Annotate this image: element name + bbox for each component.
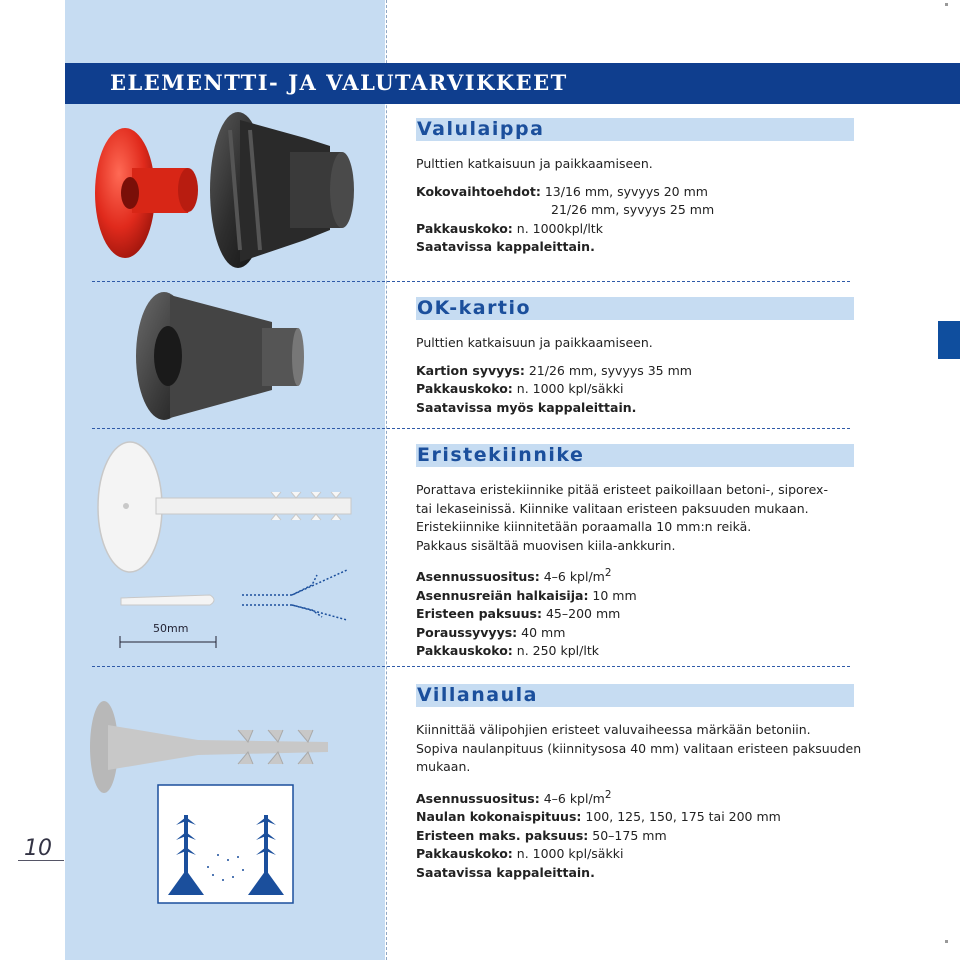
section-header	[416, 118, 854, 141]
packaging-size: Pakkauskoko: n. 1000kpl/ltk	[416, 220, 603, 236]
dimension-label: 50mm	[153, 622, 189, 635]
section-ok-kartio	[416, 297, 854, 417]
red-flange-part	[95, 128, 198, 258]
section-separator	[92, 428, 850, 429]
black-flange-part	[210, 112, 354, 268]
eristekiinnike-product-image	[96, 440, 366, 560]
column-divider	[386, 0, 387, 960]
page-number-rule	[18, 860, 64, 861]
packaging-size: Pakkauskoko: n. 1000 kpl/säkki	[416, 381, 624, 396]
description-line: Porattava eristekiinnike pitää eristeet paikoillaan betoni-, siporex-	[416, 482, 828, 497]
description-line: tai lekaseinissä. Kiinnike valitaan eristeen paksuuden mukaan.	[416, 500, 809, 516]
spec-nail-total-length: Naulan kokonaispituus: 100, 125, 150, 175 tai 200 mm	[416, 809, 781, 825]
description-line: Kiinnittää välipohjien eristeet valuvaiheessa märkään betoniin.	[416, 722, 811, 737]
availability: Saatavissa kappaleittain.	[416, 864, 595, 880]
description-line: Pakkaus sisältää muovisen kiila-ankkurin.	[416, 537, 676, 553]
section-eristekiinnike	[416, 444, 854, 661]
page-number: 10	[24, 836, 52, 861]
wedge-anchor-image	[118, 590, 218, 650]
size-options: Kokovaihtoehdot: 13/16 mm, syvyys 20 mm	[416, 183, 708, 199]
section-header	[416, 444, 854, 467]
section-villanaula	[416, 684, 862, 882]
page-title: ELEMENTTI- JA VALUTARVIKKEET	[110, 70, 568, 95]
section-title: Villanaula	[417, 684, 538, 706]
spec-insulation-thickness: Eristeen paksuus: 45–200 mm	[416, 606, 621, 622]
section-separator	[92, 666, 850, 667]
spec-hole-diameter: Asennusreiän halkaisija: 10 mm	[416, 587, 637, 603]
crop-mark	[945, 940, 948, 943]
section-valulaippa	[416, 118, 854, 257]
cone-depth: Kartion syvyys: 21/26 mm, syvyys 35 mm	[416, 362, 692, 378]
section-header	[416, 297, 854, 320]
section-header	[416, 684, 854, 707]
section-title: OK-kartio	[417, 297, 532, 319]
spec-packaging-size: Pakkauskoko: n. 1000 kpl/säkki	[416, 846, 624, 862]
valulaippa-product-image	[90, 110, 360, 275]
spec-installation-recommendation: Asennussuositus: 4–6 kpl/$m^2$	[416, 788, 612, 806]
spec-installation-recommendation: Asennussuositus: 4–6 kpl/$m^2$	[416, 567, 612, 585]
spec-drilling-depth: Poraussyvyys: 40 mm	[416, 624, 566, 640]
description: Pulttien katkaisuun ja paikkaamiseen.	[416, 156, 653, 171]
size-options-2: 21/26 mm, syvyys 25 mm	[551, 202, 715, 217]
availability: Saatavissa myös kappaleittain.	[416, 399, 637, 415]
ok-kartio-product-image	[132, 290, 307, 425]
section-separator	[92, 281, 850, 282]
crop-mark	[945, 3, 948, 6]
section-title: Eristekiinnike	[417, 444, 585, 466]
section-title: Valulaippa	[417, 118, 545, 140]
description-line: mukaan.	[416, 759, 471, 774]
description: Pulttien katkaisuun ja paikkaamiseen.	[416, 335, 653, 350]
anchor-diagram-icon	[242, 565, 352, 625]
spec-max-insulation-thickness: Eristeen maks. paksuus: 50–175 mm	[416, 827, 667, 843]
description-line: Sopiva naulanpituus (kiinnitysosa 40 mm) valitaan eristeen paksuuden	[416, 740, 862, 756]
description-line: Eristekiinnike kiinnitetään poraamalla 10 mm:n reikä.	[416, 519, 752, 534]
villanaula-installation-diagram	[158, 785, 293, 905]
availability: Saatavissa kappaleittain.	[416, 239, 595, 254]
spec-packaging-size: Pakkauskoko: n. 250 kpl/ltk	[416, 643, 599, 659]
section-tab-marker	[938, 321, 960, 359]
